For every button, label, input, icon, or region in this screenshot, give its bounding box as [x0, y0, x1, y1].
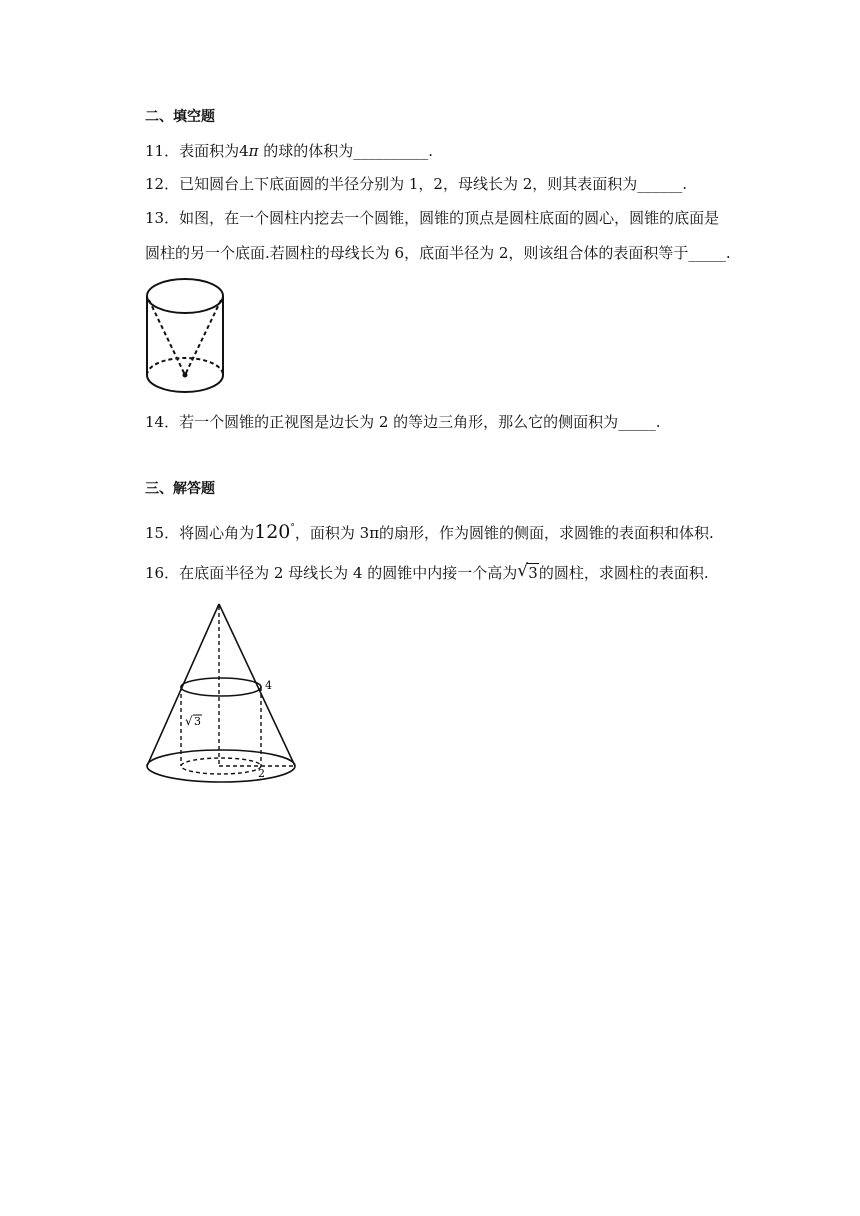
answer-blank: ______	[637, 175, 683, 193]
question-number: 13．	[145, 209, 180, 227]
question-13-line-2	[145, 243, 731, 263]
radicand: 3	[528, 564, 538, 582]
question-text: 若一个圆锥的正视图是边长为 2 的等边三角形，那么它的侧面积为	[179, 413, 619, 431]
question-text: 圆柱的另一个底面.若圆柱的母线长为 6，底面半径为 2，则该组合体的表面积等于	[145, 244, 689, 262]
answer-blank: _____	[618, 413, 656, 431]
cylinder-top-ellipse	[181, 678, 261, 696]
period: .	[655, 413, 661, 431]
section-heading-solutions: 三、解答题	[145, 481, 215, 497]
period: .	[682, 175, 688, 193]
slant-length-label: 4	[265, 679, 272, 692]
question-text: 在底面半径为 2 母线长为 4 的圆锥中内接一个高为	[179, 564, 518, 582]
height-radical-sign: √	[185, 714, 193, 728]
pi-symbol: π	[248, 142, 259, 160]
question-number: 14．	[145, 413, 180, 431]
question-text: 如图，在一个圆柱内挖去一个圆锥，圆锥的顶点是圆柱底面的圆心，圆锥的底面是	[179, 209, 720, 227]
period: .	[428, 142, 434, 160]
sqrt-expression	[517, 563, 539, 583]
height-radicand: 3	[194, 715, 201, 728]
radical-sign: √	[517, 561, 529, 581]
cylinder-top-ellipse	[147, 279, 223, 313]
bottom-center-point	[183, 373, 188, 378]
question-number: 11．	[145, 142, 180, 160]
pi-symbol: π	[369, 524, 380, 542]
question-13	[145, 208, 719, 228]
section-heading-fill-in: 二、填空题	[145, 109, 215, 125]
question-text: ，面积为 3	[294, 524, 370, 542]
cylinder-bottom-back-arc	[147, 358, 223, 375]
question-text: 将圆心角为	[179, 524, 255, 542]
question-number: 15．	[145, 524, 180, 542]
height-label	[185, 714, 202, 728]
figure-cylinder-with-cone	[140, 272, 232, 400]
cone-right-slant	[219, 604, 295, 766]
question-number: 12．	[145, 175, 180, 193]
degree-symbol: °	[290, 523, 295, 533]
answer-blank: _____	[688, 244, 726, 262]
period: .	[725, 244, 731, 262]
radius-label: 2	[258, 767, 265, 780]
question-14	[145, 412, 660, 432]
question-text: 表面积为4	[179, 142, 249, 160]
question-11	[145, 141, 433, 161]
figure-cone-with-cylinder	[140, 598, 305, 786]
question-15	[145, 518, 714, 543]
question-number: 16．	[145, 564, 180, 582]
question-16	[145, 563, 709, 583]
question-12	[145, 174, 687, 194]
question-text: 已知圆台上下底面圆的半径分别为 1，2，母线长为 2，则其表面积为	[179, 175, 638, 193]
cylinder-bottom-front-arc	[147, 375, 223, 392]
question-text: 的圆柱，求圆柱的表面积.	[538, 564, 709, 582]
question-text: 的球的体积为	[258, 142, 354, 160]
answer-blank: __________	[353, 142, 429, 160]
angle-value: 120	[254, 521, 291, 543]
question-text: 的扇形，作为圆锥的侧面，求圆锥的表面积和体积.	[379, 524, 714, 542]
